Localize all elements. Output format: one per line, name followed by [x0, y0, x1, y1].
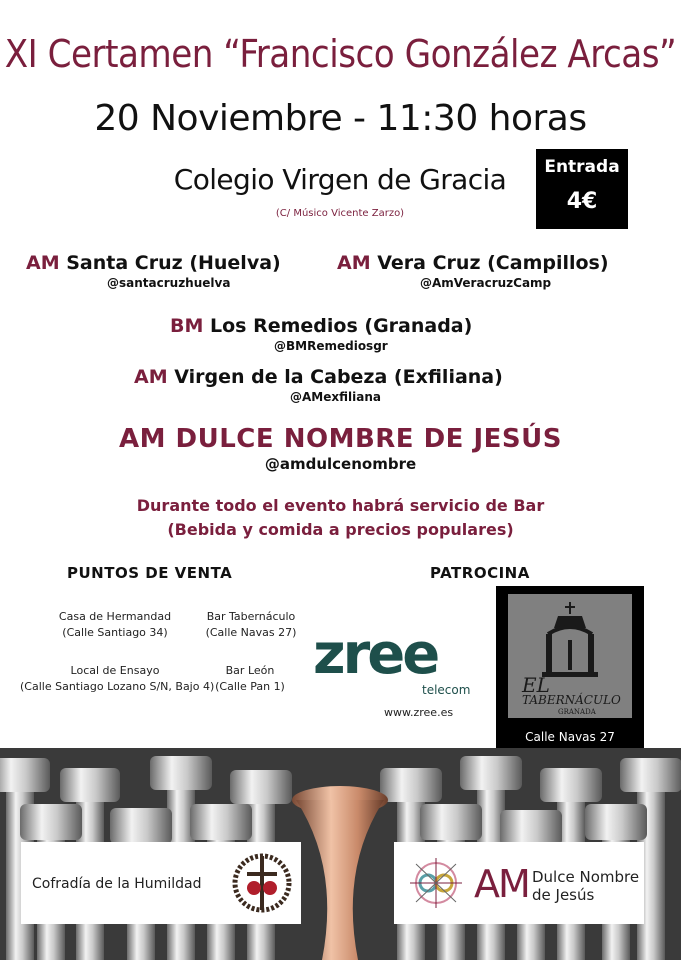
- band-3: [170, 315, 472, 337]
- zree-logo: zree: [313, 622, 438, 687]
- sales-point-1: [40, 609, 190, 641]
- entry-label: Entrada: [544, 157, 620, 177]
- tabernaculo-sponsor-card: [496, 586, 644, 756]
- am-initials: AM: [474, 862, 529, 906]
- sales-points-title: PUNTOS DE VENTA: [67, 564, 233, 582]
- crown-of-thorns-emblem-icon: [229, 850, 295, 916]
- band-4-handle: @AMexfiliana: [290, 390, 381, 404]
- band-name: Virgen de la Cabeza (Exfiliana): [174, 366, 503, 388]
- sales-point-2: [190, 609, 312, 641]
- band-type: BM: [170, 315, 204, 337]
- sales-point-name: Local de Ensayo: [70, 664, 160, 677]
- band-4: [134, 366, 503, 388]
- band-3-handle: @BMRemediosgr: [274, 339, 388, 353]
- band-type: AM: [337, 252, 371, 274]
- sales-point-address: (Calle Santiago 34): [62, 626, 168, 639]
- sales-point-4: [200, 663, 300, 695]
- event-title: XI Certamen “Francisco González Arcas”: [4, 32, 677, 76]
- entry-price: 4€: [566, 189, 598, 214]
- am-dulce-nombre-banner: [394, 842, 644, 924]
- tabernaculo-logo: [508, 594, 632, 718]
- svg-text:TABERNÁCULO: TABERNÁCULO: [522, 693, 621, 707]
- sales-point-name: Bar León: [225, 664, 275, 677]
- host-band-handle: @amdulcenombre: [264, 455, 417, 473]
- band-type: AM: [26, 252, 60, 274]
- cofradia-name: Cofradía de la Humildad: [32, 876, 202, 892]
- event-date-time: 20 Noviembre - 11:30 horas: [94, 98, 587, 139]
- zree-website: www.zree.es: [384, 706, 454, 719]
- host-band-name: AM DULCE NOMBRE DE JESÚS: [119, 424, 562, 454]
- sales-point-address: (Calle Santiago Lozano S/N, Bajo 4): [20, 680, 215, 693]
- zree-telecom-label: telecom: [422, 683, 471, 697]
- band-name: Vera Cruz (Campillos): [377, 252, 609, 274]
- band-2-handle: @AmVeracruzCamp: [420, 276, 552, 290]
- band-1: [26, 252, 281, 274]
- sales-point-3: [20, 663, 215, 695]
- band-name: Santa Cruz (Huelva): [66, 252, 281, 274]
- sales-point-address: (Calle Pan 1): [215, 680, 285, 693]
- cofradia-humildad-banner: [21, 842, 301, 924]
- band-1-handle: @santacruzhuelva: [107, 276, 231, 290]
- svg-text:EL: EL: [522, 673, 550, 697]
- bar-notice-line1: Durante todo el evento habrá servicio de Bar: [136, 496, 545, 515]
- dulce-nombre-emblem-icon: [404, 852, 468, 914]
- sales-point-address: (Calle Navas 27): [205, 626, 297, 639]
- dulce-nombre-line2: de Jesús: [532, 886, 595, 904]
- dulce-nombre-line1: Dulce Nombre: [532, 868, 640, 886]
- bar-notice-line2: (Bebida y comida a precios populares): [167, 520, 514, 539]
- entry-price-box: [536, 149, 628, 229]
- band-type: AM: [134, 366, 168, 388]
- band-2: [337, 252, 609, 274]
- band-name: Los Remedios (Granada): [210, 315, 473, 337]
- svg-text:GRANADA: GRANADA: [558, 708, 596, 716]
- kiosk-icon: [508, 594, 632, 718]
- sponsor-address: Calle Navas 27: [525, 730, 615, 744]
- venue-address: (C/ Músico Vicente Zarzo): [275, 208, 405, 219]
- venue-name: Colegio Virgen de Gracia: [173, 163, 507, 196]
- sales-point-name: Bar Tabernáculo: [206, 610, 296, 623]
- sponsor-title: PATROCINA: [430, 564, 530, 582]
- sales-point-name: Casa de Hermandad: [58, 610, 172, 623]
